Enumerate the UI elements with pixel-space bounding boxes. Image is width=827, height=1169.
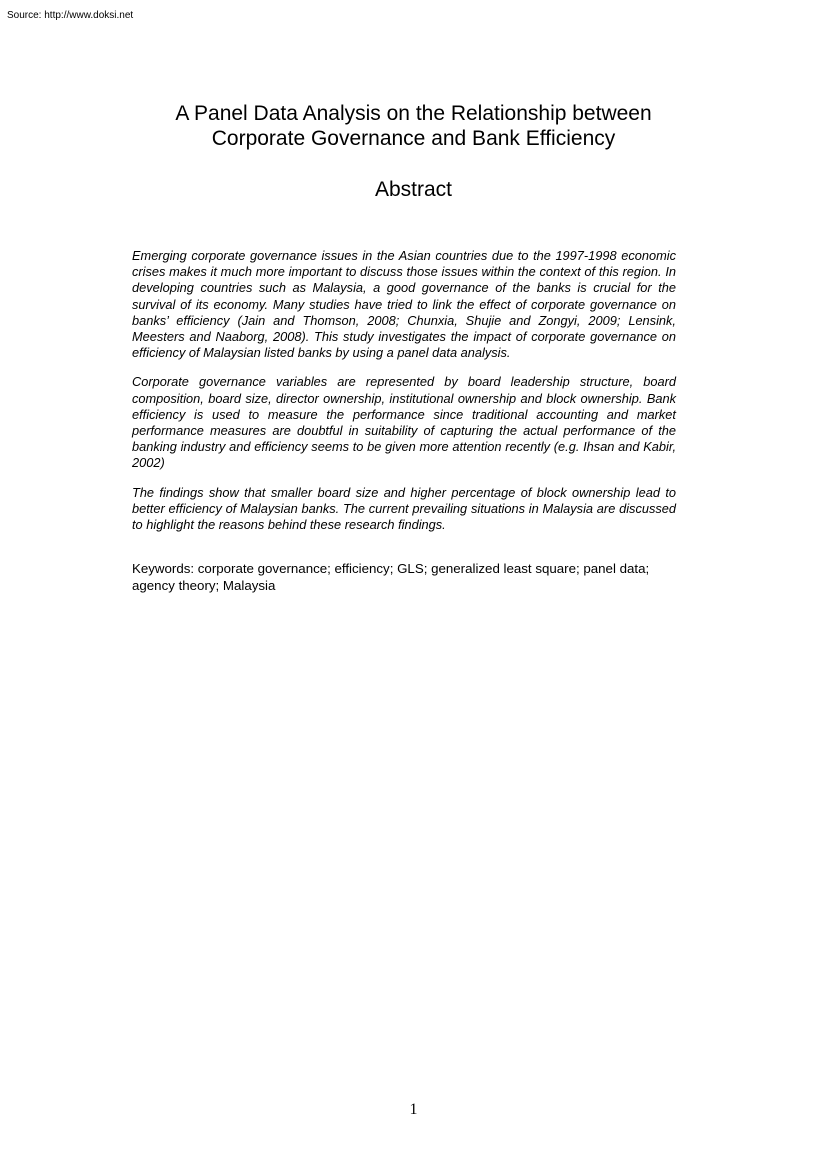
page-number: 1 [409,1101,418,1118]
abstract-body [132,248,676,594]
keywords: Keywords: corporate governance; efficiency; GLS; generalized least square; panel data; agency theory; Malaysia [132,561,650,593]
paper-title-line-1: A Panel Data Analysis on the Relationship between [175,102,652,125]
paper-title-line-2: Corporate Governance and Bank Efficiency [211,127,616,150]
source-url: Source: http://www.doksi.net [7,10,134,21]
abstract-paragraph-1: Emerging corporate governance issues in the Asian countries due to the 1997-1998 economic crises makes it much more important to discuss those issues within the context of this region. In developing countries such as Malaysia, a good governance of the banks is crucial for the survival of its economy. Many studies have tried to link the effect of corporate governance on banks’ efficiency (Jain and Thomson, 2008; Chunxia, Shujie and Zongyi, 2009; Lensink, Meesters and Naaborg, 2008). This study investigates the impact of corporate governance on efficiency of Malaysian listed banks by using a panel data analysis. [132,248,676,361]
abstract-paragraph-3: The findings show that smaller board size and higher percentage of block ownership lead to better efficiency of Malaysian banks. The current prevailing situations in Malaysia are discussed to highlight the reasons behind these research findings. [132,484,676,533]
abstract-heading: Abstract [374,178,453,201]
abstract-paragraph-2: Corporate governance variables are represented by board leadership structure, board composition, board size, director ownership, institutional ownership and block ownership. Bank efficiency is used to measure the performance since traditional accounting and market performance measures are doubtful in suitability of capturing the actual performance of the banking industry and efficiency seems to be given more attention recently (e.g. Ihsan and Kabir, 2002) [132,374,676,471]
paper-title [100,101,727,151]
